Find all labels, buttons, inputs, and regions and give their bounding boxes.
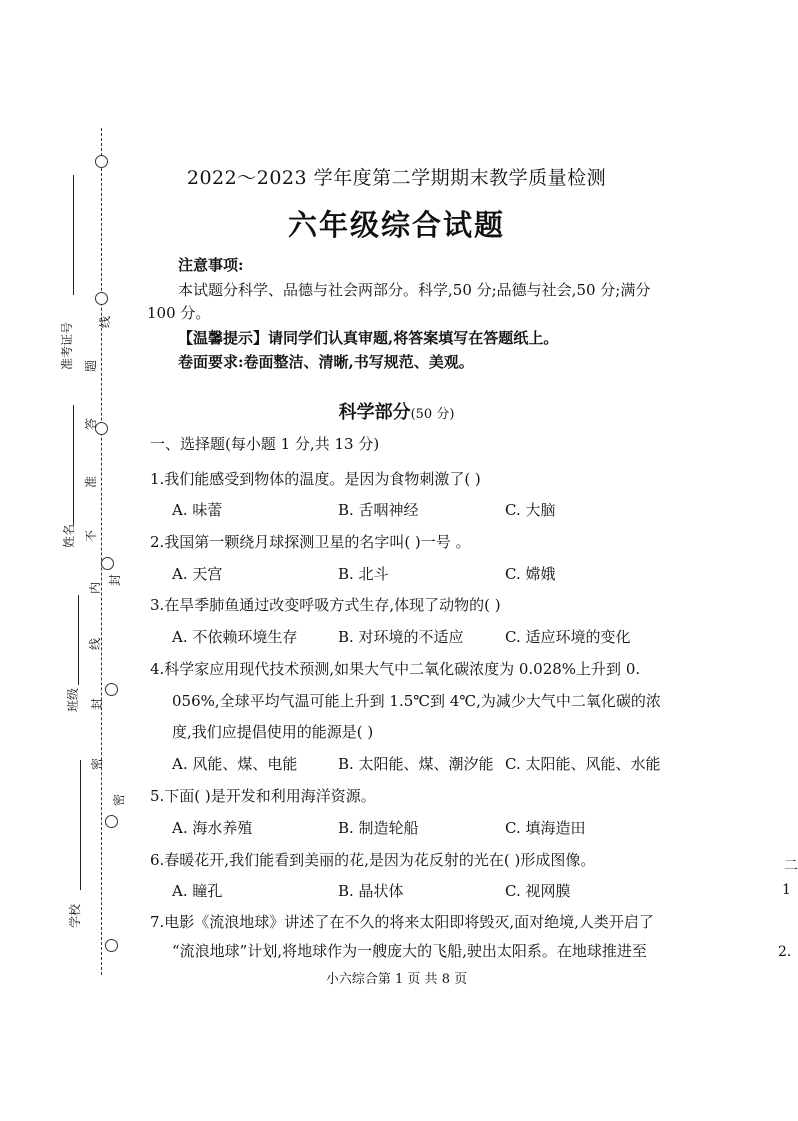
class-label: 班级 (66, 687, 80, 712)
q3-option-b: B. 对环境的不适应 (338, 628, 464, 646)
line-label: 线 (98, 315, 112, 328)
seal-label: 封 (108, 573, 122, 586)
question-4-line-3: 度,我们应提倡使用的能源是( ) (172, 723, 374, 741)
req-line (178, 355, 474, 370)
question-7-line-2: “流浪地球”计划,将地球作为一艘庞大的飞船,驶出太阳系。在地球推进至 (172, 942, 647, 960)
question-4-line-1: 4.科学家应用现代技术预测,如果大气中二氧化碳浓度为 0.028%上升到 0. (150, 660, 641, 678)
school-label: 学校 (68, 903, 82, 928)
q6-option-c: C. 视网膜 (505, 882, 571, 900)
section-title (0, 398, 793, 424)
q4-option-b: B. 太阳能、煤、潮汐能 (338, 755, 494, 773)
binding-hole-circle (105, 939, 118, 952)
notes-line-1: 本试题分科学、品德与社会两部分。科学,50 分;品德与社会,50 分;满分 (178, 281, 651, 299)
edge-fragment: 2. (778, 944, 792, 960)
part-heading: 一、选择题(每小题 1 分,共 13 分) (150, 435, 380, 453)
q5-option-a: A. 海水养殖 (172, 819, 253, 837)
binding-hole-circle (105, 683, 118, 696)
question-4-line-2: 056%,全球平均气温可能上升到 1.5℃到 4℃,为减少大气中二氧化碳的浓 (172, 692, 661, 710)
edge-fragment: 二 (784, 858, 798, 874)
notes-line-2: 100 分。 (147, 304, 211, 322)
binding-hole-circle (105, 815, 118, 828)
question-3: 3.在旱季肺鱼通过改变呼吸方式生存,体现了动物的( ) (150, 596, 501, 614)
req-label: 卷面要求: (178, 353, 244, 371)
margin-char: 准 (84, 475, 98, 488)
tip-line (178, 331, 558, 346)
q2-option-b: B. 北斗 (338, 565, 389, 583)
margin-char: 答 (84, 417, 98, 430)
question-2: 2.我国第一颗绕月球探测卫星的名字叫( )一号 。 (150, 533, 471, 551)
margin-char: 不 (84, 529, 98, 542)
q2-option-a: A. 天宫 (172, 565, 223, 583)
notes-heading: 注意事项: (178, 256, 244, 274)
q3-option-a: A. 不依赖环境生存 (172, 628, 298, 646)
name-label: 姓名 (62, 523, 76, 548)
binding-hole-circle (95, 292, 108, 305)
margin-char: 封 (90, 697, 104, 710)
page-footer: 小六综合第 1 页 共 8 页 (325, 972, 468, 987)
q2-option-c: C. 嫦娥 (505, 565, 556, 583)
edge-fragment: 1 (782, 882, 791, 898)
q6-option-a: A. 瞳孔 (172, 882, 223, 900)
exam-number-label: 准考证号 (60, 321, 74, 370)
q6-option-b: B. 晶状体 (338, 882, 404, 900)
margin-char: 线 (88, 637, 102, 650)
tip-label: 【温馨提示】 (178, 329, 269, 347)
section-score: (50 分) (410, 407, 455, 422)
exam-title: 六年级综合试题 (287, 208, 505, 242)
class-line (78, 595, 79, 685)
tip-text: 请同学们认真审题,将答案填写在答题纸上。 (268, 329, 559, 347)
question-7-line-1: 7.电影《流浪地球》讲述了在不久的将来太阳即将毁灭,面对绝境,人类开启了 (150, 913, 654, 931)
secret-label: 密 (112, 793, 126, 806)
margin-char: 内 (88, 581, 102, 594)
school-line (80, 760, 81, 890)
binding-hole-circle (101, 557, 114, 570)
margin-char: 密 (90, 757, 104, 770)
question-1: 1.我们能感受到物体的温度。是因为食物刺激了( ) (150, 470, 481, 488)
q1-option-a: A. 味蕾 (172, 501, 223, 519)
margin-char: 题 (84, 359, 98, 372)
q1-option-b: B. 舌咽神经 (338, 501, 419, 519)
q1-option-c: C. 大脑 (505, 501, 556, 519)
q3-option-c: C. 适应环境的变化 (505, 628, 631, 646)
q4-option-c: C. 太阳能、风能、水能 (505, 755, 661, 773)
exam-subtitle: 2022～2023 学年度第二学期期末教学质量检测 (186, 167, 607, 189)
question-6: 6.春暖花开,我们能看到美丽的花,是因为花反射的光在( )形成图像。 (150, 851, 596, 869)
q4-option-a: A. 风能、煤、电能 (172, 755, 298, 773)
q5-option-b: B. 制造轮船 (338, 819, 419, 837)
q5-option-c: C. 填海造田 (505, 819, 586, 837)
question-5: 5.下面( )是开发和利用海洋资源。 (150, 787, 376, 805)
section-title-text: 科学部分 (338, 402, 411, 423)
req-text: 卷面整洁、清晰,书写规范、美观。 (243, 353, 474, 371)
binding-dashed-line (101, 128, 102, 975)
